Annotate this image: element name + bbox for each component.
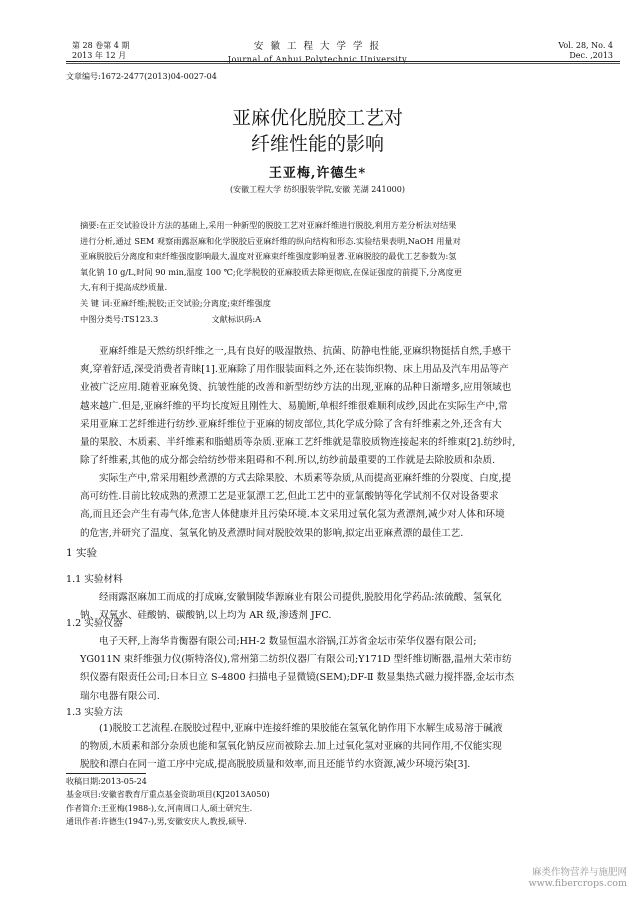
author-bio: 作者简介:王亚梅(1988-),女,河南周口人,硕士研究生. bbox=[66, 803, 253, 813]
text-line: YG011N 束纤维强力仪(斯特洛仪),常州第二纺织仪器厂有限公司;Y171D 型纤维切断器,温州大荣市纺 bbox=[80, 654, 512, 666]
paper-title-line2: 纤维性能的影响 bbox=[250, 133, 384, 155]
fund-info: 基金项目:安徽省教育厅重点基金资助项目(KJ2013A050) bbox=[66, 790, 270, 800]
article-number: 文章编号:1672-2477(2013)04-0027-04 bbox=[66, 72, 217, 81]
received-date: 收稿日期:2013-05-24 bbox=[66, 777, 147, 786]
classification bbox=[80, 312, 550, 328]
clc-number: 中图分类号:TS123.3 bbox=[80, 314, 159, 324]
section-heading: 1 实验 bbox=[66, 547, 98, 559]
text-line: 瑞尔电器有限公司. bbox=[80, 690, 160, 702]
keywords: 关 键 词:亚麻纤维;脱胶;正交试验;分离度;束纤维强度 bbox=[80, 298, 271, 308]
instruments-text bbox=[80, 633, 575, 706]
text-line: 经雨露沤麻加工而成的打成麻,安徽铜陵华源麻业有限公司提供,脱胶用化学药品:浓硫酸、氢氧化 bbox=[99, 592, 502, 603]
footnotes bbox=[66, 775, 270, 829]
text-line: 越来越广.但是,亚麻纤维的平均长度短且刚性大、易脆断,单根纤维很难顺利成纱,因此在实际生产中,常 bbox=[80, 400, 508, 412]
abstract bbox=[80, 218, 550, 296]
text-line: 业被广泛应用.随着亚麻免烫、抗皱性能的改善和新型纺纱方法的出现,亚麻的品种日渐增多,应用领域也 bbox=[80, 382, 512, 394]
text-line: 电子天秤,上海华肯衡器有限公司;HH-2 数显恒温水浴锅,江苏省金坛市荣华仪器有限公司; bbox=[99, 636, 477, 647]
text-line: 爽,穿着舒适,深受消费者青睐[1].亚麻除了用作服装面料之外,还在装饰织物、床上用品及汽车用品等产 bbox=[80, 364, 509, 376]
volume-number: Vol. 28, No. 4 bbox=[558, 41, 613, 50]
abstract-line: 大,有利于提高成纱质量. bbox=[80, 282, 168, 292]
subsection-heading: 1.3 实验方法 bbox=[66, 707, 123, 718]
text-line: 除了纤维素,其他的成分都会给纺纱带来阻碍和不利.所以,纺纱前最重要的工作就是去除胶质和杂质. bbox=[80, 455, 496, 467]
text-line: 织仪器有限责任公司;日本日立 S-4800 扫描电子显微镜(SEM);DF-Ⅱ 数显集热式磁力搅拌器,金坛市杰 bbox=[80, 672, 514, 684]
text-line: 亚麻纤维是天然纺织纤维之一,具有良好的吸湿散热、抗菌、防静电性能,亚麻织物挺括自然,手感干 bbox=[99, 346, 512, 357]
abstract-line: 摘要:在正交试验设计方法的基础上,采用一种新型的脱胶工艺对亚麻纤维进行脱胶,利用方差分析法对结果 bbox=[80, 220, 457, 230]
watermark-en: www.fibercrops.com bbox=[528, 878, 627, 889]
abstract-line: 亚麻脱胶后分离度和束纤维强度影响最大,温度对亚麻束纤维强度影响显著.亚麻脱胶的最优工艺参数为:氢 bbox=[80, 251, 457, 261]
intro-paragraph-2 bbox=[80, 470, 575, 543]
subsection-heading: 1.1 实验材料 bbox=[66, 574, 123, 585]
volume-info bbox=[558, 41, 613, 61]
issue-date: 2013 年 12 月 bbox=[72, 51, 127, 60]
text-line: (1)脱胶工艺流程.在脱胶过程中,亚麻中连接纤维的果胶能在氢氧化钠作用下水解生成易溶于碱液 bbox=[99, 723, 503, 734]
volume-date: Dec. ,2013 bbox=[569, 51, 613, 60]
corresponding-author: 通讯作者:许德生(1947-),男,安徽安庆人,教授,硕导. bbox=[66, 817, 247, 827]
watermark-cn: 麻类作物营养与施肥网 bbox=[531, 867, 627, 878]
abstract-line: 氧化钠 10 g/L,时间 90 min,温度 100 ℃;化学脱胶的亚麻胶质去除更彻底,在保证强度的前提下,分离度更 bbox=[80, 266, 462, 277]
header-rule bbox=[66, 61, 620, 62]
text-line: 的物质,木质素和部分杂质也能和氢氧化钠反应而被除去.加上过氧化氢对亚麻的共同作用,不仅能实现 bbox=[80, 741, 502, 753]
subsection-heading: 1.2 实验仪器 bbox=[66, 618, 123, 629]
text-line: 高可纺性.目前比较成熟的煮漂工艺是亚氯漂工艺,但此工艺中的亚氯酸钠等化学试剂不仅对设备要求 bbox=[80, 491, 499, 503]
journal-name-en: Journal of Anhui Polytechnic University bbox=[227, 55, 408, 64]
text-line: 量的果胶、木质素、半纤维素和脂蜡质等杂质.亚麻工艺纤维就是靠胶质物连接起来的纤维束[2].纺纱时, bbox=[80, 437, 516, 449]
abstract-line: 进行分析,通过 SEM 观察雨露沤麻和化学脱胶后亚麻纤维的纵向结构和形态.实验结果表明,NaOH 用量对 bbox=[80, 235, 461, 246]
paper-title-line1: 亚麻优化脱胶工艺对 bbox=[231, 107, 403, 129]
text-line: 脱胶和漂白在同一道工序中完成,提高脱胶质量和效率,而且还能节约水资源,减少环境污染[3]. bbox=[80, 759, 471, 771]
affiliation: (安徽工程大学 纺织服装学院,安徽 芜湖 241000) bbox=[230, 185, 405, 194]
document-code: 文献标识码:A bbox=[211, 314, 262, 324]
intro-paragraph-1 bbox=[80, 343, 575, 470]
footnote-rule bbox=[66, 773, 146, 774]
header-rule-thin bbox=[66, 63, 620, 64]
method-text bbox=[80, 720, 575, 775]
text-line: 钠、双氧水、硅酸钠、碳酸钠,以上均为 AR 级,渗透剂 JFC. bbox=[80, 610, 332, 622]
text-line: 高,而且还会产生有毒气体,危害人体健康并且污染环境.本文采用过氧化氢为煮漂剂,减少对人体和环境 bbox=[80, 509, 505, 521]
text-line: 实际生产中,常采用粗纱煮漂的方式去除果胶、木质素等杂质,从而提高亚麻纤维的分裂度、白度,提 bbox=[99, 473, 512, 484]
journal-name-cn: 安 徽 工 程 大 学 学 报 bbox=[253, 41, 382, 52]
issue-volume: 第 28 卷第 4 期 bbox=[72, 41, 130, 50]
authors: 王亚梅,许德生* bbox=[268, 166, 367, 181]
text-line: 采用亚麻工艺纤维进行纺纱.亚麻纤维位于亚麻的韧皮部位,其化学成分除了含有纤维素之外,还含有大 bbox=[80, 418, 502, 430]
text-line: 的危害,并研究了温度、氢氧化钠及煮漂时间对脱胶效果的影响,拟定出亚麻煮漂的最佳工艺. bbox=[80, 527, 464, 539]
